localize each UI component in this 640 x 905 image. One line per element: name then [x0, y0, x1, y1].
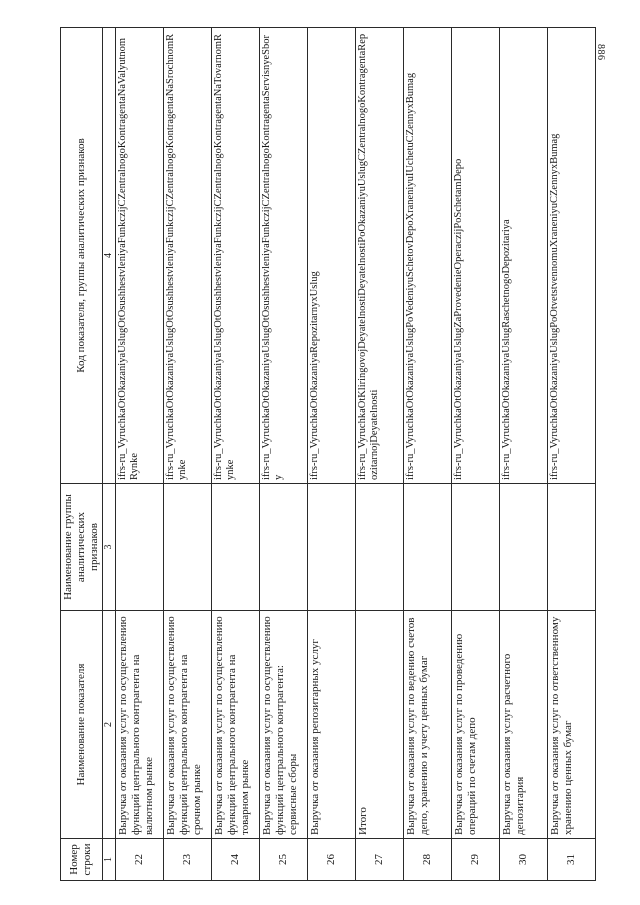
indicator-code-cell: ifrs-ru_VyruchkaOtOkazaniyaUslugOtOsushhestvleniyaFunkczijCZentralnogoKontragentaNaValyutnomRynke [115, 28, 163, 484]
indicator-name-cell: Выручка от оказания услуг по осуществлению функций центрального контрагента на валютном рынке [115, 611, 163, 839]
table-row [355, 28, 403, 881]
indicator-name-cell: Выручка от оказания услуг по ведению счетов депо, хранению и учету ценных бумаг [403, 611, 451, 839]
indicator-code-cell: ifrs-ru_VyruchkaOtOkazaniyaUslugOtOsushhestvleniyaFunkczijCZentralnogoKontragentaNaTovarnomRynke [211, 28, 259, 484]
row-number-cell: 28 [403, 839, 451, 881]
column-number-row [102, 28, 115, 881]
row-number-cell: 23 [163, 839, 211, 881]
indicator-name-cell: Выручка от оказания услуг по ответственному хранению ценных бумаг [547, 611, 595, 839]
row-number-cell: 31 [547, 839, 595, 881]
table-row [163, 28, 211, 881]
indicator-code-cell: ifrs-ru_VyruchkaOtKliringovojDeyatelnostiDeyatelnostiPoOkazaniyuUslugCZentralnogoKontragentaRepozitarnojDeyatelnosti [355, 28, 403, 484]
row-number-cell: 27 [355, 839, 403, 881]
row-number-cell: 25 [259, 839, 307, 881]
group-name-cell [547, 484, 595, 611]
header-indicator-name: Наименование показателя [61, 611, 103, 839]
group-name-cell [211, 484, 259, 611]
column-number: 1 [102, 839, 115, 881]
indicator-name-cell: Выручка от оказания услуг расчетного депозитария [499, 611, 547, 839]
group-name-cell [403, 484, 451, 611]
rotated-table-container [60, 28, 577, 881]
indicator-code-cell: ifrs-ru_VyruchkaOtOkazaniyaUslugPoVedeniyuSchetovDepoXraneniyuIUchetuCZennyxBumag [403, 28, 451, 484]
row-number-cell: 22 [115, 839, 163, 881]
indicator-code-cell: ifrs-ru_VyruchkaOtOkazaniyaUslugRaschetnogoDepozitariya [499, 28, 547, 484]
page-number: 886 [595, 44, 606, 61]
group-name-cell [259, 484, 307, 611]
row-number-cell: 29 [451, 839, 499, 881]
indicator-code-cell: ifrs-ru_VyruchkaOtOkazaniyaUslugZaProvedenieOperaczijPoSchetamDepo [451, 28, 499, 484]
indicator-name-cell: Выручка от оказания услуг по осуществлению функций центрального контрагента на срочном рынке [163, 611, 211, 839]
header-row [61, 28, 103, 881]
header-row-number: Номер строки [61, 839, 103, 881]
group-name-cell [451, 484, 499, 611]
indicator-code-cell: ifrs-ru_VyruchkaOtOkazaniyaRepozitarnyxUslug [307, 28, 355, 484]
row-number-cell: 26 [307, 839, 355, 881]
column-number: 4 [102, 28, 115, 484]
group-name-cell [115, 484, 163, 611]
table-row [115, 28, 163, 881]
indicator-name-cell: Выручка от оказания репозитарных услуг [307, 611, 355, 839]
table-row [307, 28, 355, 881]
header-group-name: Наименование группы аналитических признаков [61, 484, 103, 611]
group-name-cell [163, 484, 211, 611]
group-name-cell [355, 484, 403, 611]
indicators-table [60, 27, 596, 881]
column-number: 3 [102, 484, 115, 611]
row-number-cell: 30 [499, 839, 547, 881]
indicator-name-cell: Выручка от оказания услуг по проведению операций по счетам депо [451, 611, 499, 839]
indicator-code-cell: ifrs-ru_VyruchkaOtOkazaniyaUslugPoOtvetstvennomuXraneniyuCZennyxBumag [547, 28, 595, 484]
indicator-code-cell: ifrs-ru_VyruchkaOtOkazaniyaUslugOtOsushhestvleniyaFunkczijCZentralnogoKontragentaNaSrochnomRynke [163, 28, 211, 484]
table-row [499, 28, 547, 881]
column-number: 2 [102, 611, 115, 839]
table-row [211, 28, 259, 881]
table-row [451, 28, 499, 881]
indicator-name-cell: Выручка от оказания услуг по осуществлению функций центрального контрагента на товарном рынке [211, 611, 259, 839]
indicator-name-cell: Итого [355, 611, 403, 839]
indicator-code-cell: ifrs-ru_VyruchkaOtOkazaniyaUslugOtOsushhestvleniyaFunkczijCZentralnogoKontragentaServisnyeSbory [259, 28, 307, 484]
table-row [403, 28, 451, 881]
group-name-cell [499, 484, 547, 611]
group-name-cell [307, 484, 355, 611]
indicator-name-cell: Выручка от оказания услуг по осуществлению функций центрального контрагента: сервисные сборы [259, 611, 307, 839]
table-row [547, 28, 595, 881]
row-number-cell: 24 [211, 839, 259, 881]
header-code: Код показателя, группы аналитических признаков [61, 28, 103, 484]
table-row [259, 28, 307, 881]
